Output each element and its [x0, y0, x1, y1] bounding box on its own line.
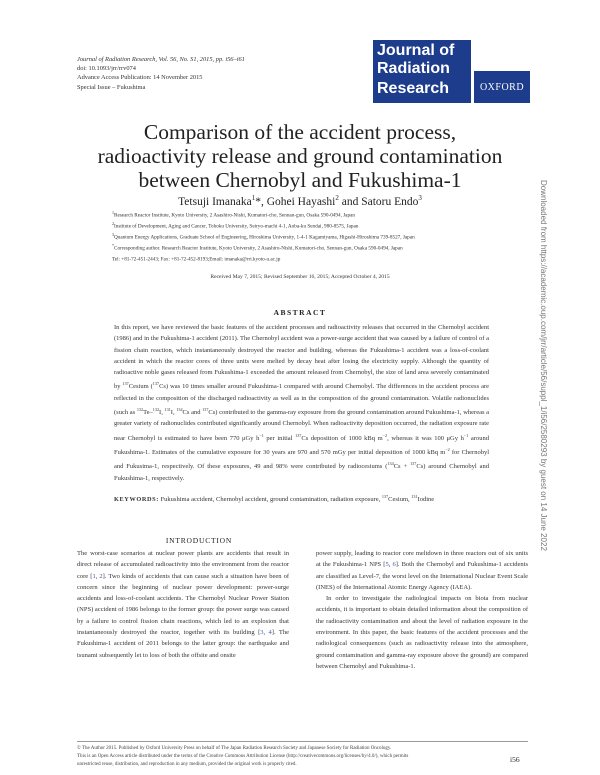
abstract-text: around Fukushima-1. Estimates of the cumulative exposure for 30 years are 970 and 570 mGy per initial deposition of 1000 kBq m: [114, 434, 489, 457]
intro-paragraph-1: [77, 548, 289, 661]
intro-text: ,: [95, 572, 98, 580]
author-2: Gohei Hayashi: [266, 195, 336, 208]
isotope-sup: 132: [152, 406, 160, 412]
isotope-sup: 137: [202, 406, 209, 412]
title-line-1: Comparison of the accident process,: [143, 120, 457, 144]
affiliations: [112, 209, 532, 264]
isotope-sup: 137: [152, 381, 160, 387]
reference-link[interactable]: 5: [385, 561, 389, 569]
column-right: [316, 548, 528, 672]
isotope-sup: 137: [410, 461, 417, 467]
author-2-affil: 2: [335, 194, 339, 202]
abstract-text: I,: [170, 409, 175, 417]
abstract-text: I,: [159, 409, 163, 417]
license-footer: [77, 745, 528, 769]
author-1: Tetsuji Imanaka: [178, 195, 252, 208]
received-dates: Received May 7, 2015; Revised September 16, 2015; Accepted October 4, 2015: [210, 274, 390, 280]
reference-link[interactable]: 6: [392, 561, 396, 569]
unit-sup: −2: [382, 432, 388, 438]
abstract-text: Te–: [143, 409, 153, 417]
keywords-label: KEYWORDS:: [114, 496, 159, 504]
doi[interactable]: doi: 10.1093/jrr/rrv074: [77, 65, 136, 73]
isotope-sup: 131: [411, 494, 418, 499]
journal-logo: [373, 40, 471, 103]
corresponding-mark: *,: [255, 195, 264, 208]
unit-sup: −1: [463, 432, 469, 438]
keywords-text: Fukushima accident, Chernobyl accident, ground contamination, radiation exposure,: [160, 496, 381, 504]
abstract-text: Cesium (: [128, 383, 153, 391]
abstract-text: Cs) around Chernobyl and Fukushima-1, respectively.: [114, 463, 490, 482]
isotope-sup: 134: [387, 461, 394, 467]
abstract-text: for Chernobyl and Fukusima-1, respectively. Of these exposures, 49 and 98% were contributed by radiocesiums (: [114, 449, 490, 471]
intro-text: ,: [263, 629, 266, 637]
intro-text: ]. Both the Chernobyl and Fukushima-1 accidents are classified as Level-7, the worst level on the International Nuclear Event Scale (INES) of the International Atomic Energy Agency (IAEA).: [316, 561, 529, 591]
isotope-sup: 137: [295, 432, 302, 438]
abstract-text: In this report, we have reviewed the basic features of the accident processes and radioactivity releases that occurred in the Chernobyl accident (1986) and in the Fukushima-1 accident (2011). The Chernobyl accident was a power-surge accident that was caused by a failure of control of a fission chain reaction, which instantaneously destroyed the reactor and building, whereas the Fukushima-1 accident was a loss-of-coolant accident in which the reactor cores of three units were melted by decay heat after losing the electricity supply. Although the quantity of radioactive noble gases released from Fukushima-1 exceeded the amount released from Chernobyl, the size of land area severely contaminated by: [114, 324, 489, 391]
advance-access: Advance Access Publication: 14 November 2015: [77, 74, 203, 82]
isotope-sup: 132: [136, 406, 144, 412]
title-line-3: between Chernobyl and Fukushima-1: [138, 168, 462, 192]
abstract-text: Cs) was 10 times smaller around Fukushima-1 compared with around Chernobyl. The differences in the accident process are reflected in the composition of the discharged radioactivity as well as in the composition of the ground contamination. Volatile radionuclides (such as: [114, 383, 490, 417]
logo-line-3: Research: [377, 80, 450, 97]
footer-divider: [77, 741, 528, 742]
abstract-text: per initial: [266, 434, 293, 442]
author-1-affil: 1: [251, 194, 256, 202]
article-title: [90, 120, 510, 192]
column-left: [77, 548, 289, 661]
abstract-text: , whereas it was 100 μGy h: [387, 434, 464, 442]
title-line-2: radioactivity release and ground contamination: [97, 144, 503, 168]
affiliation-2: [112, 220, 532, 231]
keywords-text: Cesium,: [388, 496, 410, 504]
reference-link[interactable]: 4: [268, 629, 272, 637]
isotope-sup: 131: [164, 406, 171, 412]
abstract-text: Cs deposition of 1000 kBq m: [301, 434, 383, 442]
page-number: i56: [510, 755, 520, 764]
corresponding-text: Corresponding author. Research Reactor Institute, Kyoto University, 2 Asashiro-Nishi, Kumatori-cho, Sennan-gun, Osaka 590-0494, Japan: [114, 245, 403, 252]
affiliation-1-mark: 1: [112, 210, 114, 215]
intro-paragraph-2: In order to investigate the radiological impacts on biota from nuclear accidents, it is important to obtain detailed information about the composition of the radioactivity contamination and about the level of radiation exposure in the environment. In this paper, the basic features of the accident processes and the radiological consequences (such as radioactivity release into the atmosphere, ground contamination and gamma-ray exposure above the ground) are compared between Chernobyl and Fukushima-1.: [316, 595, 528, 670]
abstract-body: [114, 322, 489, 484]
special-issue: Special Issue – Fukushima: [77, 83, 146, 91]
abstract-text: Cs and: [182, 409, 201, 417]
abstract-heading: ABSTRACT: [273, 308, 327, 317]
affiliation-2-text: Institute of Development, Aging and Cancer, Tohoku University, Seiryo-machi 4-1, Aoba-ku Sendai, 980-8575, Japan: [114, 223, 359, 230]
corresponding-author: [112, 242, 532, 253]
footer-copyright: © The Author 2015. Published by Oxford University Press on behalf of The Japan Radiation Research Society and Japanese Society for Radiation Oncology.: [77, 746, 392, 751]
download-watermark[interactable]: Downloaded from https://academic.oup.com/jrr/article/56/suppl_1/i56/2580293 by guest on 14 June 2022: [539, 180, 548, 551]
author-3-affil: 3: [418, 194, 422, 202]
abstract-text: Cs +: [393, 463, 408, 471]
affiliation-1: [112, 209, 532, 220]
publisher-logo: OXFORD: [474, 71, 530, 103]
keywords: [114, 491, 489, 506]
intro-text: power supply, leading to reactor core meltdown in three reactors out of six units at the Fukushima-1 NPS [: [316, 550, 528, 569]
introduction-heading: INTRODUCTION: [165, 536, 233, 545]
unit-sup: −1: [259, 432, 264, 438]
corresponding-mark: *: [112, 242, 114, 248]
abstract-text: Cs) contributed to the gamma-ray exposure from the ground contamination around Fukushima-1, whereas a greater variety of radionuclides contributed significantly around Chernobyl. When radioactivity deposition occurred, the radiation exposure rate near Chernobyl is estimated to have been 770 μGy h: [114, 409, 490, 442]
author-and: and: [341, 195, 359, 208]
author-3: Satoru Endo: [361, 195, 419, 208]
contact-text[interactable]: Tel: +81-72-451-2443; Fax: +81-72-452-8193;Email: imanaka@rri.kyoto-u.ac.jp: [112, 256, 281, 263]
affiliation-3-text: Quantum Energy Applications, Graduate School of Engineering, Hiroshima University, 1-4-1 Kagamiyama, Higashi-Hiroshima 739-8527, Japan: [114, 234, 415, 241]
journal-citation: Journal of Radiation Research, Vol. 56, No. S1, 2015, pp. i56–i61: [77, 56, 245, 63]
article-header: [77, 55, 245, 92]
affiliation-3-mark: 3: [112, 231, 114, 237]
intro-text: The worst-case scenarios at nuclear power plants are accidents that result in direct release of accumulated radioactivity into the environment from the reactor core [: [77, 550, 289, 580]
contact-info: [112, 253, 532, 264]
intro-paragraph-1-cont: [316, 548, 528, 593]
unit-sup: −2: [445, 446, 450, 452]
footer-reuse: unrestricted reuse, distribution, and reproduction in any medium, provided the original work is properly cited.: [77, 762, 297, 767]
intro-text: ]. The Fukushima-1 accident of 2011 belongs to the latter group: the earthquake and tsunami subsequently let to loss of both the offsite and onsite: [77, 629, 289, 659]
logo-line-2: Radiation: [377, 60, 450, 77]
reference-link[interactable]: 1: [92, 572, 96, 580]
intro-text: ,: [388, 561, 391, 569]
reference-link[interactable]: 2: [99, 572, 103, 580]
reference-link[interactable]: 3: [260, 629, 264, 637]
intro-text: ]. Two kinds of accidents that can cause such a situation have been of concern since the beginning of nuclear power development: power-surge accidents and loss-of-coolant accidents. The Chernobyl Nuclear Power Station (NPS) accident of 1986 belongs to the former group: the power surge was caused by a failure to control fission chain reactions, which led to an explosion that instantaneously destroyed the reactor, together with its building [: [77, 572, 289, 637]
isotope-sup: 137: [122, 381, 129, 387]
affiliation-1-text: Research Reactor Institute, Kyoto University, 2 Asashiro-Nishi, Kumatori-cho, Sennan-gun, Osaka 590-0494, Japan: [114, 212, 355, 219]
affiliation-3: [112, 231, 532, 242]
affiliation-2-mark: 2: [112, 220, 114, 226]
isotope-sup: 134: [176, 406, 183, 412]
isotope-sup: 137: [381, 494, 389, 499]
logo-line-1: Journal of: [377, 42, 455, 59]
author-list: [90, 194, 510, 208]
keywords-text: Iodine: [417, 496, 435, 504]
footer-license[interactable]: This is an Open Access article distributed under the terms of the Creative Commons Attribution License (http://creativecommons.org/licenses/by/4.0/), which permits: [77, 754, 409, 759]
